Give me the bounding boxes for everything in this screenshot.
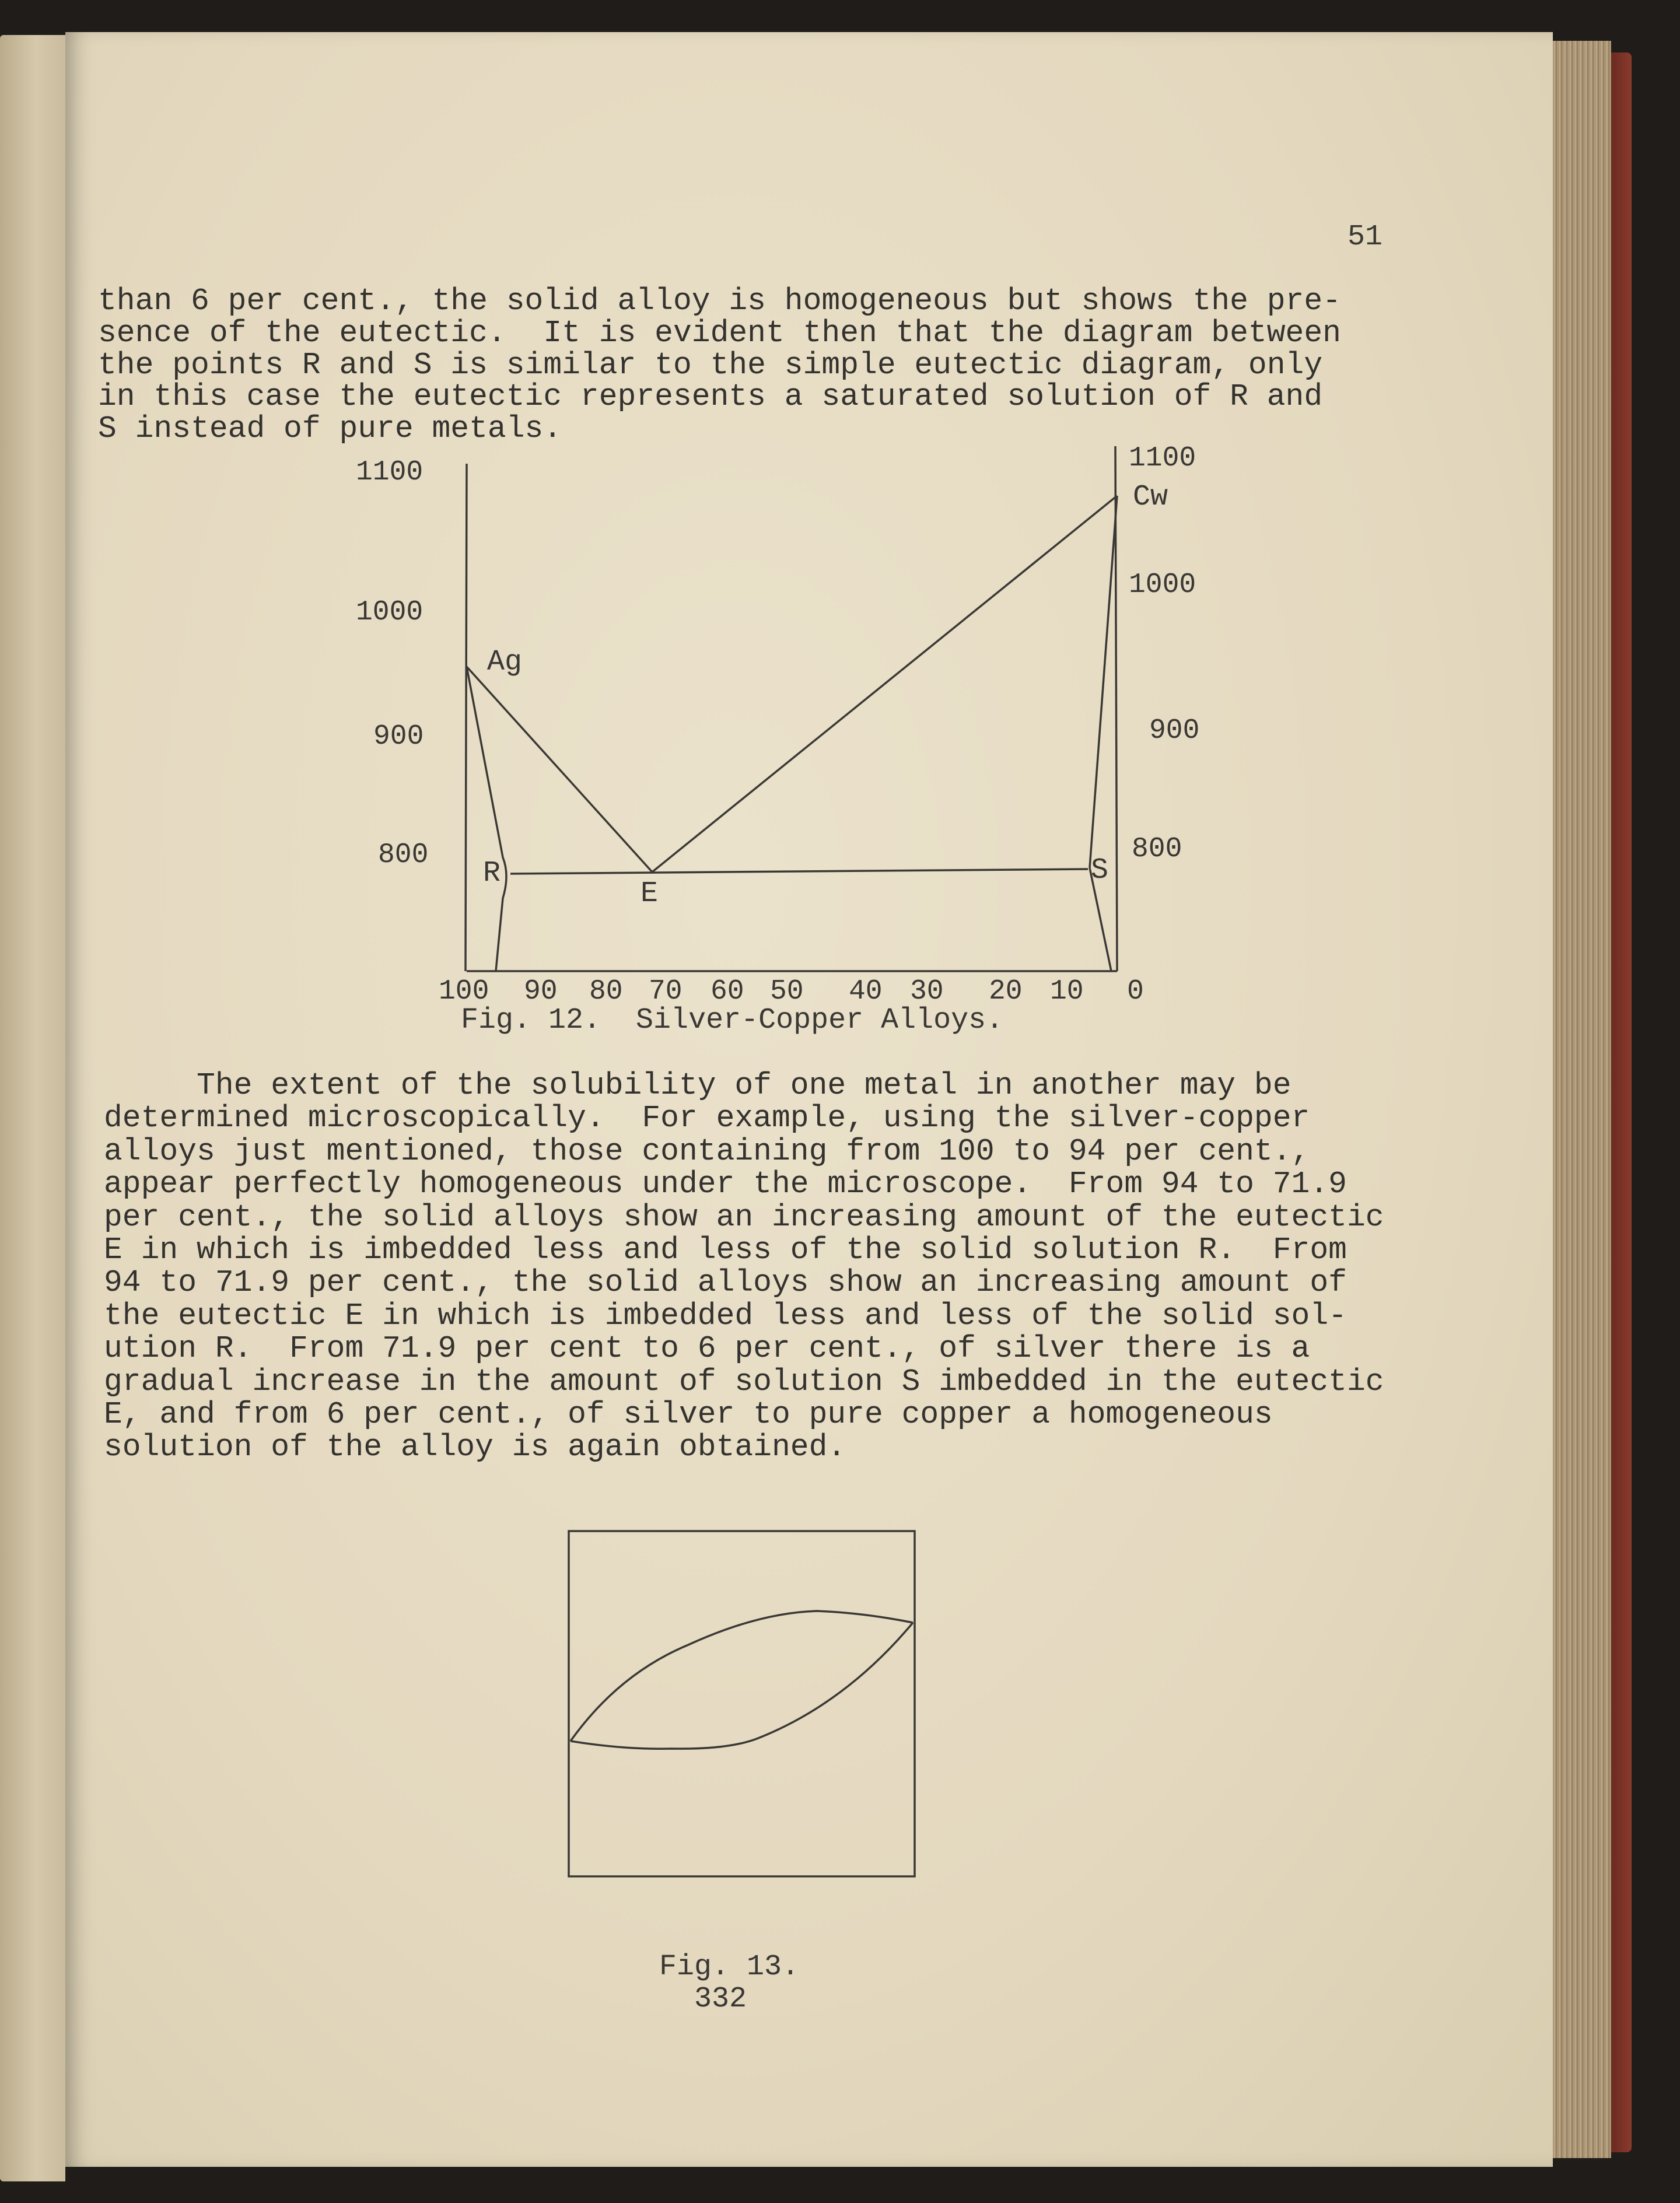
text-line: solution of the alloy is again obtained. [104, 1430, 846, 1465]
figure-13-frame [569, 1531, 915, 1876]
point-label-s: S [1091, 854, 1109, 887]
text-line: gradual increase in the amount of solution S imbedded in the eutectic [104, 1364, 1384, 1399]
bottom-tick-90: 90 [524, 976, 558, 1007]
eutectic-line [510, 869, 1088, 874]
page-number: 51 [1348, 220, 1383, 254]
text-line: 94 to 71.9 per cent., the solid alloys show an increasing amount of [104, 1265, 1347, 1301]
bottom-tick-100: 100 [439, 976, 489, 1007]
text-line: alloys just mentioned, those containing from 100 to 94 per cent., [104, 1133, 1310, 1169]
left-tick-1000: 1000 [356, 597, 424, 628]
paragraph-bottom [104, 1069, 1384, 1464]
bottom-tick-30: 30 [910, 976, 944, 1007]
bottom-tick-60: 60 [710, 976, 744, 1007]
bottom-tick-80: 80 [589, 976, 623, 1007]
right-tick-1000: 1000 [1129, 569, 1196, 601]
text-line: in this case the eutectic represents a saturated solution of R and [98, 379, 1323, 415]
bottom-tick-70: 70 [649, 976, 682, 1007]
right-tick-900: 900 [1149, 715, 1200, 747]
text-line: the eutectic E in which is imbedded less and less of the solid sol- [104, 1298, 1347, 1333]
text-line: appear perfectly homogeneous under the microscope. From 94 to 71.9 [104, 1167, 1347, 1202]
figure-12-caption: Fig. 12. Silver-Copper Alloys. [461, 1004, 1004, 1037]
text-line: The extent of the solubility of one metal in another may be [104, 1068, 1292, 1103]
text-line: the points R and S is similar to the simple eutectic diagram, only [98, 347, 1323, 383]
text-line: determined microscopically. For example, using the silver-copper [104, 1101, 1310, 1136]
left-tick-1100: 1100 [356, 457, 424, 488]
e-to-cw-liquidus [652, 496, 1117, 872]
point-label-cw: Cw [1133, 481, 1168, 514]
right-tick-800: 800 [1132, 833, 1182, 865]
point-label-r: R [483, 857, 501, 890]
text-line: S instead of pure metals. [98, 411, 562, 447]
text-line: ution R. From 71.9 per cent to 6 per cent., of silver there is a [104, 1331, 1310, 1367]
bottom-tick-0: 0 [1127, 976, 1144, 1007]
text-line: E in which is imbedded less and less of the solid solution R. From [104, 1232, 1347, 1268]
point-label-ag: Ag [487, 646, 523, 679]
point-label-e: E [640, 877, 659, 910]
text-line: per cent., the solid alloys show an increasing amount of the eutectic [104, 1199, 1384, 1235]
left-tick-900: 900 [373, 721, 424, 752]
bottom-tick-10: 10 [1050, 976, 1084, 1007]
left-tick-800: 800 [378, 839, 429, 871]
ag-to-e-liquidus [467, 667, 652, 872]
left-axis [466, 464, 467, 971]
figure-13-caption: Fig. 13. [659, 1950, 800, 1984]
footer-page-number: 332 [694, 1983, 747, 2016]
text-line: sence of the eutectic. It is evident then that the diagram between [98, 315, 1341, 351]
ag-to-r-solidus [467, 667, 506, 971]
bottom-tick-40: 40 [849, 976, 883, 1007]
right-tick-1100: 1100 [1129, 443, 1196, 474]
cw-to-s-solidus [1090, 496, 1117, 868]
bottom-tick-50: 50 [770, 976, 804, 1007]
bottom-tick-20: 20 [989, 976, 1023, 1007]
text-line: than 6 per cent., the solid alloy is homogeneous but shows the pre- [98, 283, 1341, 318]
text-line: E, and from 6 per cent., of silver to pure copper a homogeneous [104, 1397, 1273, 1433]
